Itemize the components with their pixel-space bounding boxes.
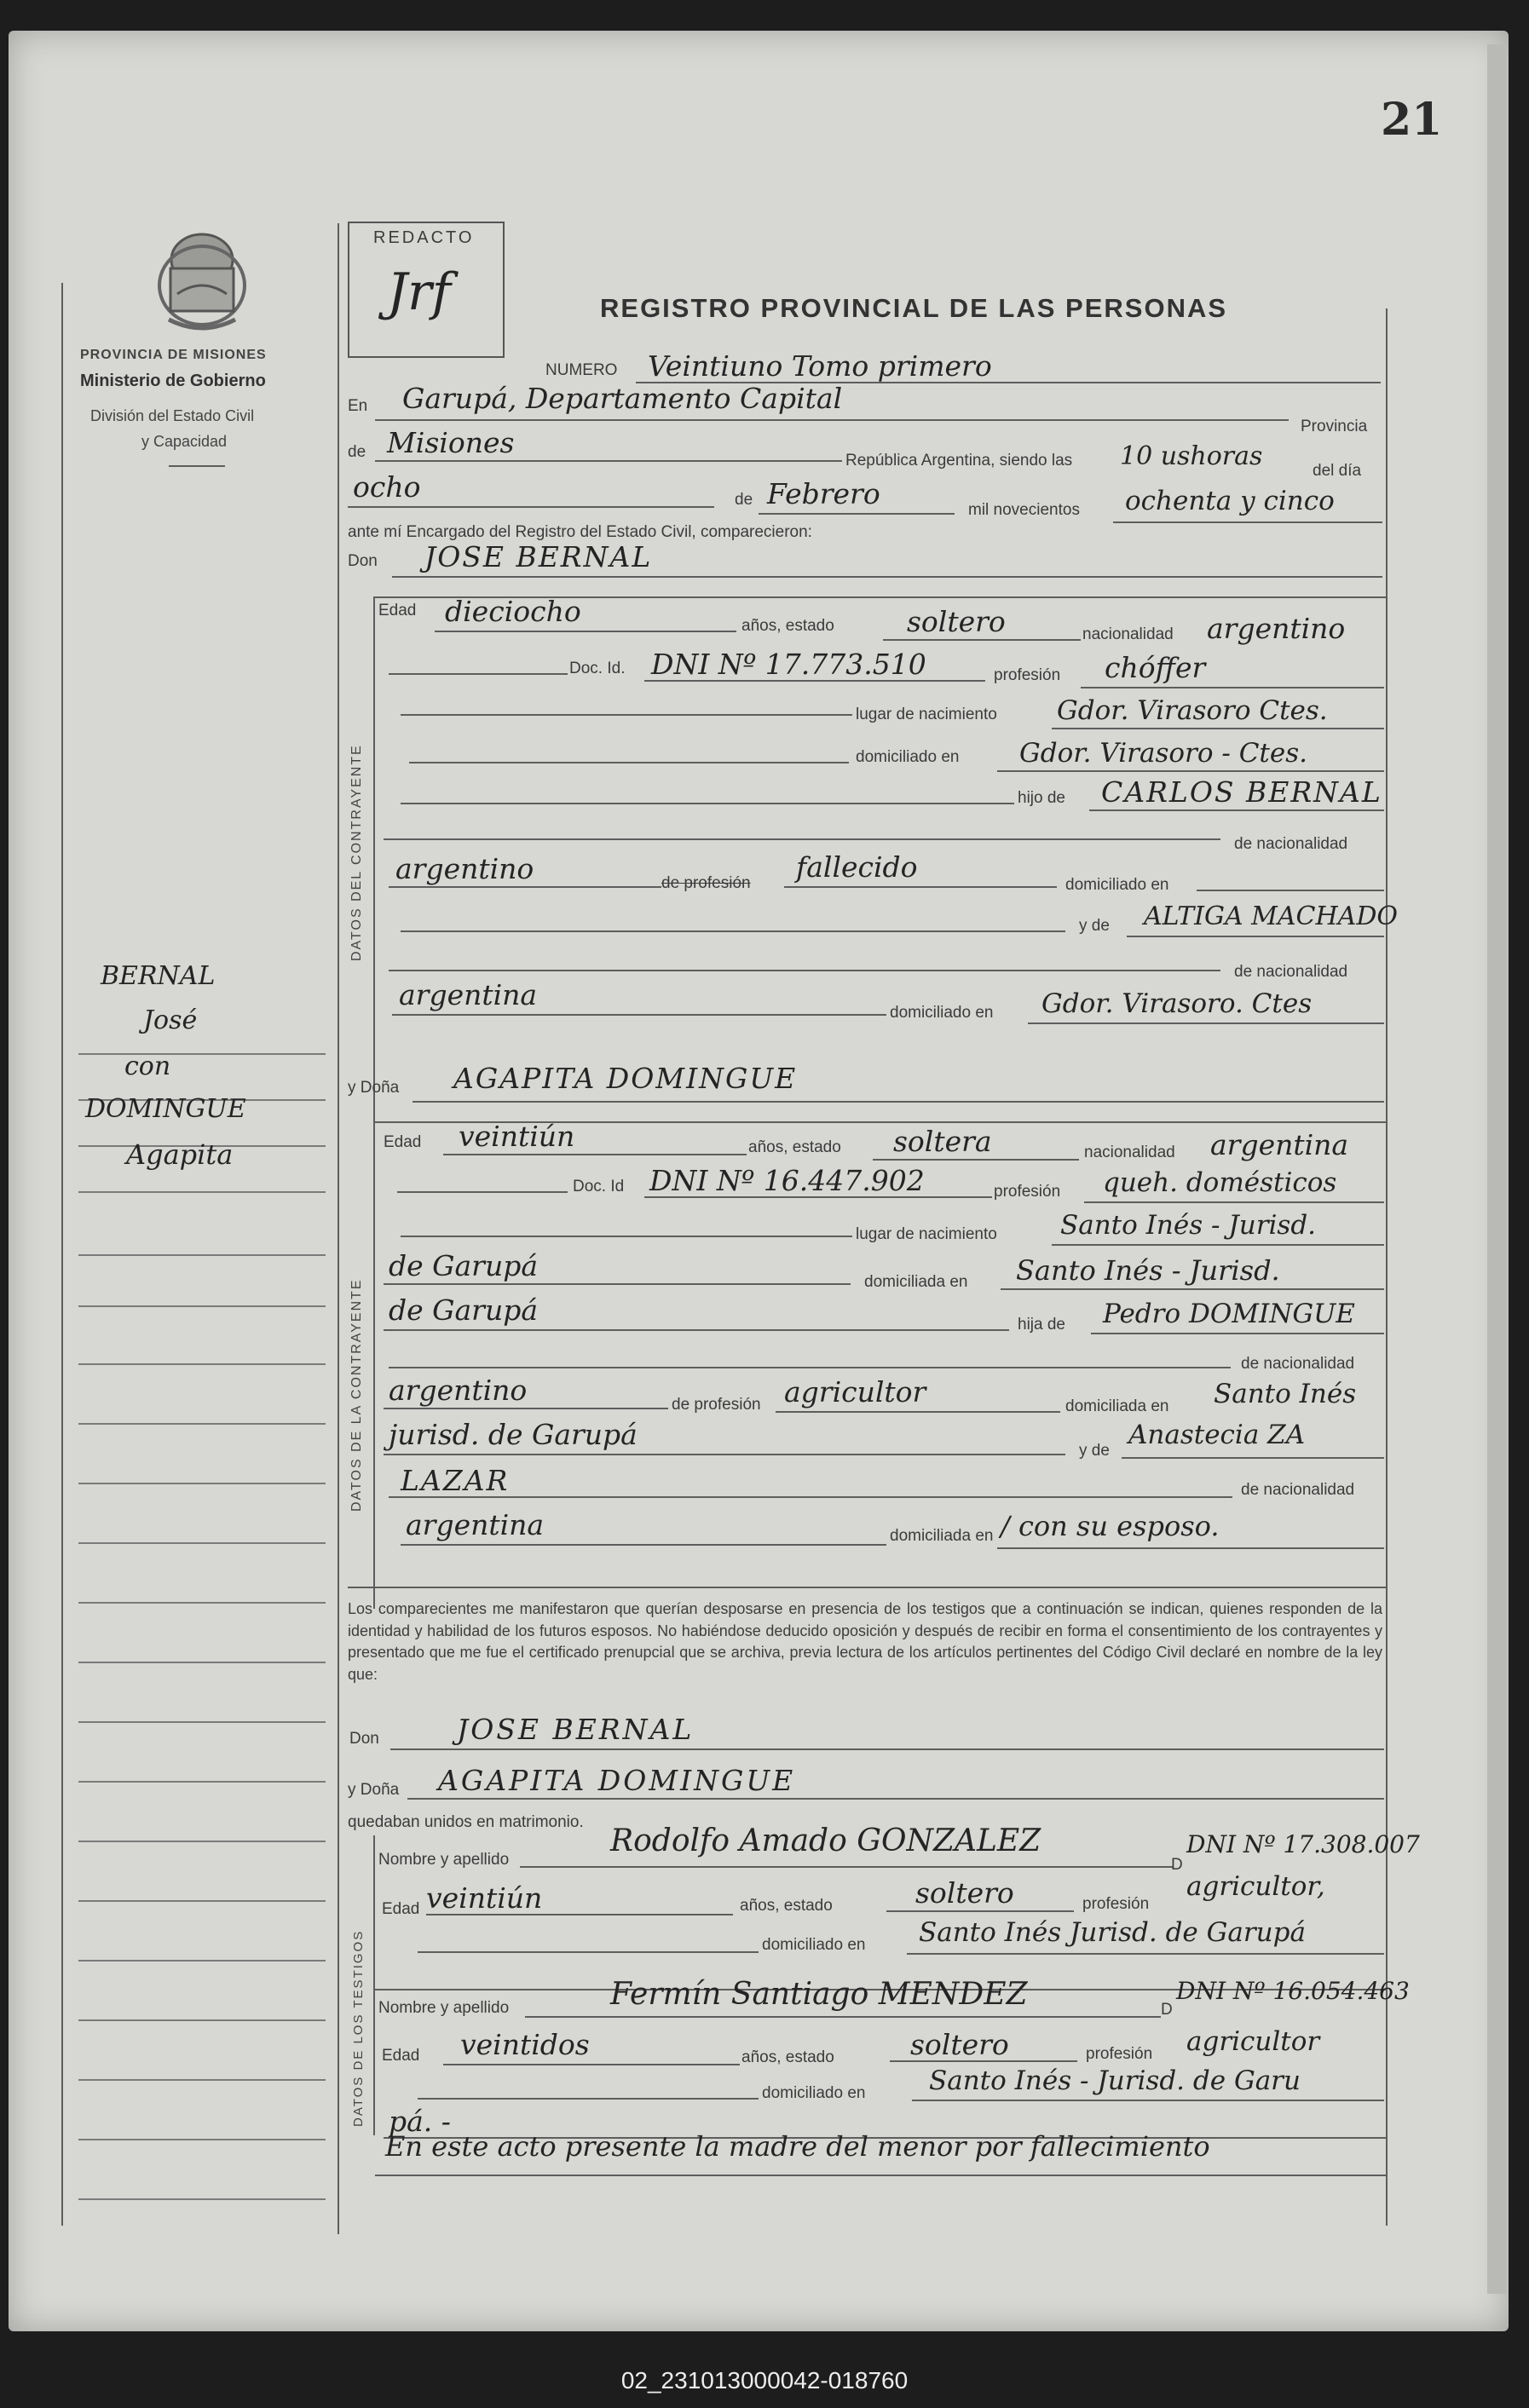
f-de-nac-label2: de nacionalidad [1241, 1481, 1355, 1499]
final-don-label: Don [349, 1730, 379, 1748]
t1-dom-pre-line [418, 1951, 759, 1953]
c-padre-prof: fallecido [796, 850, 918, 884]
margin-rule [78, 1483, 326, 1484]
seal-underline [169, 465, 225, 467]
coat-of-arms-seal [152, 226, 252, 337]
t1-edad: veintiún [426, 1881, 543, 1915]
stamp-label: REDACTO [373, 228, 475, 247]
c-de-nac-label: de nacionalidad [1234, 835, 1348, 853]
margin-rule [78, 1900, 326, 1902]
c-padre-line [1089, 809, 1384, 811]
c-de-nac-label2: de nacionalidad [1234, 963, 1348, 981]
f-y-de-label: y de [1079, 1442, 1110, 1460]
c-hijo-label: hijo de [1018, 789, 1065, 807]
margin-rule [78, 1254, 326, 1256]
mil-text: mil novecientos [968, 501, 1080, 519]
c-dom-line [997, 770, 1384, 772]
margin-rule [78, 1363, 326, 1365]
c-dom-label: domiciliado en [856, 748, 960, 766]
quedaban-text: quedaban unidos en matrimonio. [348, 1813, 584, 1831]
don-line [392, 576, 1382, 578]
c-madre-nac-line [392, 1014, 886, 1016]
c-estado-line [883, 639, 1081, 641]
testigos-inner-line [373, 1835, 375, 2135]
f-padre-prof-line [776, 1411, 1060, 1413]
margin-note-con: con [124, 1051, 171, 1081]
f-madre2: LAZAR [401, 1464, 510, 1497]
c-lugar-line [1052, 728, 1384, 729]
c-madre-nac: argentina [399, 978, 538, 1011]
f-madre-line [1122, 1457, 1384, 1459]
dia-line [348, 506, 714, 508]
margin-rule [78, 1602, 326, 1604]
c-y-de-label: y de [1079, 917, 1110, 935]
margin-rule [78, 2079, 326, 2081]
t2-dom-label: domiciliado en [762, 2084, 866, 2102]
t1-doc-label: D [1171, 1856, 1183, 1874]
c-padre-nac: argentino [395, 852, 534, 885]
c-madre-dom: Gdor. Virasoro. Ctes [1041, 988, 1313, 1019]
f-madre-nac-line [401, 1544, 886, 1546]
t1-anos-label: años, estado [740, 1897, 833, 1915]
don-value: JOSE BERNAL [424, 540, 653, 573]
de-value: Misiones [387, 426, 515, 459]
page-edge [1487, 44, 1506, 2294]
f-doc: DNI Nº 16.447.902 [649, 1164, 925, 1197]
f-dom-line [1001, 1288, 1384, 1290]
f-padre-prof: agricultor [784, 1375, 926, 1409]
f-padre-dom-label: domiciliada en [1065, 1397, 1169, 1415]
f-doc-pre-line [397, 1191, 568, 1193]
mes-value: Febrero [767, 477, 880, 510]
f-padre-dom: Santo Inés [1214, 1379, 1357, 1409]
f-padre-nac-pre-line [389, 1367, 1231, 1368]
f-profesion: queh. domésticos [1103, 1167, 1337, 1198]
f-estado: soltera [893, 1125, 992, 1158]
f-de-prof-label: de profesión [672, 1396, 761, 1414]
de-label: de [348, 443, 366, 461]
presence-note: En este acto presente la madre del menor por fallecimiento [385, 2130, 1210, 2163]
f-edad: veintiún [459, 1120, 575, 1153]
right-border-line [1386, 308, 1388, 2226]
f-madre-dom: / con su esposo. [1001, 1510, 1220, 1542]
f-estado-line [873, 1159, 1079, 1161]
testigos-section-label: DATOS DE LOS TESTIGOS [351, 1929, 366, 2127]
t2-dom-pre-line [418, 2098, 759, 2100]
c-padre-dom-line [1197, 890, 1384, 891]
f-domicilio: Santo Inés - Jurisd. [1016, 1254, 1280, 1287]
left-margin-line [61, 283, 63, 2226]
c-doc-pre-line [389, 673, 568, 675]
margin-rule [78, 1423, 326, 1425]
c-madre-line [1127, 936, 1384, 937]
f-madre-dom-line [997, 1547, 1384, 1549]
t1-doc: DNI Nº 17.308.007 [1186, 1830, 1420, 1858]
f-prof-label: profesión [994, 1183, 1061, 1201]
page-number: 21 [1381, 94, 1443, 146]
t1-dom-label: domiciliado en [762, 1936, 866, 1954]
t1-estado: soltero [915, 1876, 1014, 1910]
provincia-label: Provincia [1301, 418, 1368, 435]
c-doc: DNI Nº 17.773.510 [651, 648, 926, 681]
margin-rule [78, 1721, 326, 1723]
c-madre-nac-pre-line [389, 970, 1220, 971]
c-padre-dom-label: domiciliado en [1065, 876, 1169, 894]
hora-value: 10 ushoras [1120, 441, 1263, 471]
t2-edad: veintidos [460, 2028, 590, 2061]
f-nacionalidad: argentina [1210, 1128, 1349, 1161]
t2-nombre-line [525, 2016, 1161, 2018]
c-dom-pre-line [409, 762, 849, 763]
final-dona: AGAPITA DOMINGUE [438, 1764, 796, 1797]
declaration-paragraph: Los comparecientes me manifestaron que querían desposarse en presencia de los testigos que a continuación se indican, quienes responden de la identidad y habilidad de los futuros esposos. No habiéndose deducido oposición y después de recibir en forma el consentimiento de los contrayentes y presentado que me fue el certificado prenupcial que se archiva, previa lectura de los artículos pertinentes del Código Civil declaré en nombre de la ley que: [348, 1600, 1382, 1683]
f-lugar-label: lugar de nacimiento [856, 1225, 997, 1243]
f-padre-dom2: jurisd. de Garupá [389, 1418, 638, 1451]
dona-value: AGAPITA DOMINGUE [453, 1062, 798, 1095]
final-don: JOSE BERNAL [457, 1713, 695, 1746]
c-anos-label: años, estado [741, 617, 834, 635]
t1-nombre-line [520, 1866, 1173, 1868]
dona-label: y Doña [348, 1079, 400, 1097]
final-don-line [390, 1748, 1384, 1750]
c-de-prof-label: de profesión [661, 874, 751, 892]
f-anos-label: años, estado [748, 1138, 841, 1156]
t1-nombre-label: Nombre y apellido [378, 1851, 510, 1869]
republica-text: República Argentina, siendo las [845, 452, 1073, 470]
c-padre-nac-pre-line [384, 838, 1220, 840]
f-lugar: Santo Inés - Jurisd. [1060, 1210, 1317, 1241]
t1-prof-label: profesión [1082, 1895, 1150, 1913]
t1-profesion: agricultor, [1186, 1871, 1325, 1902]
c-prof-label: profesión [994, 666, 1061, 684]
file-caption: 02_231013000042-018760 [620, 2367, 909, 2394]
f-madre-dom-label: domiciliada en [890, 1527, 994, 1545]
don-label: Don [348, 552, 378, 570]
f-lugar2: de Garupá [389, 1249, 539, 1282]
c-lugar: Gdor. Virasoro Ctes. [1057, 695, 1328, 726]
seal-ministry: Ministerio de Gobierno [80, 372, 266, 390]
margin-rule [78, 1960, 326, 1962]
c-lugar-pre-line [401, 714, 852, 716]
final-dona-label: y Doña [348, 1781, 400, 1799]
f-padre-dom2-line [384, 1454, 1065, 1455]
t2-estado: soltero [910, 2028, 1009, 2061]
dia-value: ocho [353, 470, 421, 504]
t2-dom-line [912, 2100, 1384, 2101]
c-prof-line [1081, 687, 1384, 688]
t2-doc-label: D [1161, 2001, 1173, 2019]
t1-edad-line [426, 1914, 733, 1915]
t2-nombre: Fermín Santiago MENDEZ [610, 1977, 1028, 2012]
del-dia-label: del día [1313, 462, 1362, 480]
numero-label: NUMERO [545, 361, 618, 379]
margin-rule [78, 1781, 326, 1783]
c-padre-nac-line [389, 886, 661, 888]
en-label: En [348, 397, 368, 415]
f-padre-nac-line [384, 1408, 668, 1409]
f-doc-line [644, 1196, 992, 1198]
c-lugar-label: lugar de nacimiento [856, 706, 997, 723]
f-madre-nac-pre-line [389, 1496, 1232, 1498]
f-hija-label: hija de [1018, 1316, 1065, 1334]
t1-nombre: Rodolfo Amado GONZALEZ [610, 1823, 1041, 1858]
c-edad-label: Edad [378, 602, 417, 619]
margin-note-name: José [143, 1005, 198, 1035]
mes-line [759, 513, 955, 515]
f-madre-nac: argentina [406, 1508, 545, 1541]
f-doc-label: Doc. Id [573, 1178, 625, 1195]
en-value: Garupá, Departamento Capital [402, 382, 843, 415]
seal-province: PROVINCIA DE MISIONES [80, 348, 267, 362]
c-nacionalidad: argentino [1207, 612, 1346, 645]
t2-nombre-label: Nombre y apellido [378, 1999, 510, 2017]
stamp-initials: Jrf [387, 262, 451, 322]
c-edad-line [435, 631, 736, 632]
c-nac-label: nacionalidad [1082, 625, 1174, 643]
margin-rule [78, 2139, 326, 2140]
margin-rule [78, 2198, 326, 2200]
c-madre-dom-label: domiciliado en [890, 1004, 994, 1022]
c-edad: dieciocho [445, 595, 581, 628]
t2-domicilio2: pá. - [389, 2105, 451, 2138]
c-domicilio: Gdor. Virasoro - Ctes. [1019, 738, 1307, 769]
c-estado: soltero [907, 605, 1006, 638]
c-padre: CARLOS BERNAL [1101, 775, 1382, 809]
margin-rule [78, 1191, 326, 1193]
t1-domicilio: Santo Inés Jurisd. de Garupá [919, 1917, 1306, 1948]
margin-rule [78, 1542, 326, 1544]
f-de-nac-label: de nacionalidad [1241, 1355, 1355, 1373]
f-prof-line [1084, 1201, 1384, 1203]
numero-value: Veintiuno Tomo primero [648, 349, 992, 383]
f-padre-nac: argentino [389, 1374, 528, 1407]
t2-doc: DNI Nº 16.054.463 [1176, 1977, 1410, 2005]
f-lugar-line [1052, 1244, 1384, 1246]
redacto-stamp [348, 222, 505, 358]
note-line [375, 2175, 1386, 2176]
final-dona-line [407, 1798, 1384, 1800]
c-padre-prof-line [784, 886, 1057, 888]
form-title: REGISTRO PROVINCIAL DE LAS PERSONAS [600, 293, 1228, 323]
c-madre-dom-line [1028, 1023, 1384, 1024]
f-edad-line [443, 1154, 747, 1155]
t1-estado-line [886, 1910, 1074, 1912]
c-madre-pre-line [401, 930, 1065, 932]
contrayenta-bottom-line [348, 1587, 1386, 1588]
f-domicilio2: de Garupá [389, 1293, 539, 1327]
c-madre: ALTIGA MACHADO [1144, 902, 1398, 931]
de-line [375, 460, 842, 462]
c-profesion: chóffer [1105, 651, 1206, 684]
f-dom-label: domiciliada en [864, 1273, 968, 1291]
margin-note-surname: BERNAL [101, 961, 216, 991]
t2-prof-label: profesión [1086, 2045, 1153, 2063]
t2-edad-label: Edad [382, 2047, 420, 2065]
t2-edad-line [443, 2064, 740, 2065]
f-dom2-line [384, 1329, 1009, 1331]
seal-capacity: y Capacidad [141, 433, 228, 450]
f-padre: Pedro DOMINGUE [1103, 1299, 1355, 1329]
anio-value: ochenta y cinco [1125, 486, 1335, 516]
margin-note-name2: Agapita [126, 1138, 234, 1171]
t2-domicilio: Santo Inés - Jurisd. de Garu [929, 2065, 1301, 2096]
f-lugar-pre-line [401, 1236, 852, 1237]
ante-text: ante mí Encargado del Registro del Estado Civil, comparecieron: [348, 523, 812, 541]
column-divider-line [338, 223, 339, 2234]
c-hijo-pre-line [401, 803, 1014, 804]
en-line [375, 419, 1289, 421]
seal-division: División del Estado Civil [90, 407, 255, 424]
margin-rule [78, 1662, 326, 1663]
f-madre: Anastecia ZA [1128, 1420, 1306, 1450]
margin-note-surname2: DOMINGUE [85, 1094, 246, 1124]
f-lugar2-line [384, 1283, 851, 1285]
t1-dom-line [907, 1953, 1384, 1955]
margin-rule [78, 1053, 326, 1055]
de-mes-label: de [735, 491, 753, 509]
margin-rule [78, 1841, 326, 1842]
f-edad-label: Edad [384, 1133, 422, 1151]
margin-rule [78, 2019, 326, 2021]
c-doc-line [644, 680, 985, 682]
t2-anos-label: años, estado [741, 2048, 834, 2066]
c-doc-label: Doc. Id. [569, 660, 626, 677]
f-padre-line [1091, 1333, 1384, 1334]
inner-form-line [373, 596, 375, 1609]
contrayenta-section-label: DATOS DE LA CONTRAYENTE [349, 1278, 364, 1512]
t1-edad-label: Edad [382, 1900, 420, 1918]
t2-profesion: agricultor [1186, 2026, 1320, 2057]
margin-rule [78, 1305, 326, 1307]
t2-estado-line [890, 2060, 1077, 2062]
dona-line [413, 1101, 1384, 1103]
f-nac-label: nacionalidad [1084, 1144, 1175, 1161]
contrayente-section-label: DATOS DEL CONTRAYENTE [349, 744, 364, 961]
anio-line [1113, 521, 1382, 523]
